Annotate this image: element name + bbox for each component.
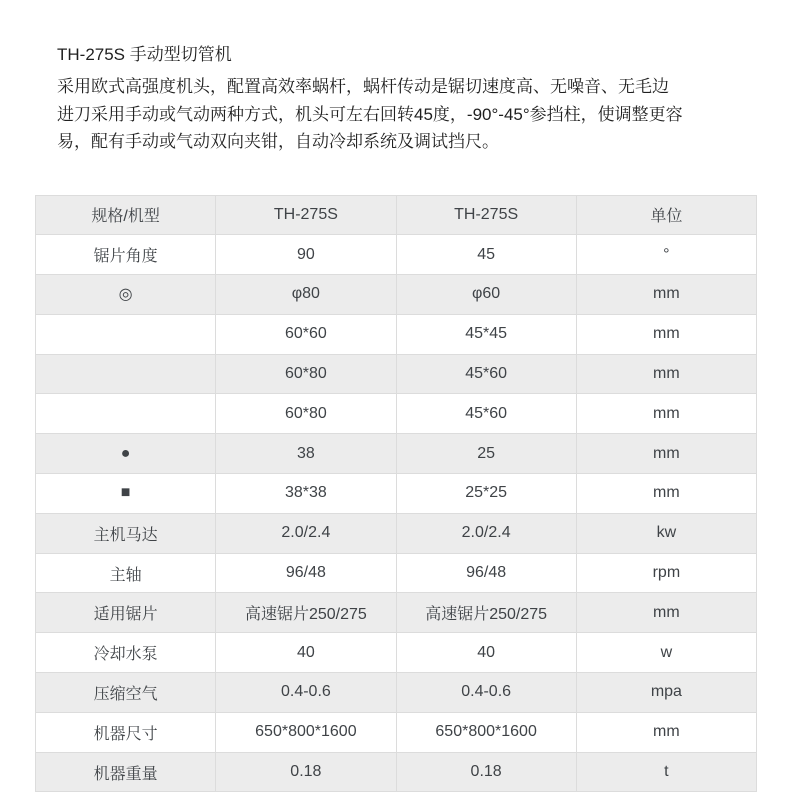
row-label-cell (36, 354, 216, 394)
table-row (36, 593, 757, 633)
unit-cell: t (576, 752, 756, 792)
filled-circle-icon: ● (36, 434, 216, 474)
product-description (57, 73, 790, 156)
spec-table-body (36, 235, 757, 792)
value-col1-cell: 90 (216, 235, 396, 275)
value-col2-cell: 2.0/2.4 (396, 513, 576, 553)
row-label-cell: 压缩空气 (36, 673, 216, 713)
value-col1-cell: 0.18 (216, 752, 396, 792)
row-label-cell: 冷却水泵 (36, 633, 216, 673)
row-label-cell: 主机马达 (36, 513, 216, 553)
row-label-cell: 主轴 (36, 553, 216, 593)
table-row (36, 633, 757, 673)
row-label-cell (36, 394, 216, 434)
header-model-1: TH-275S (216, 195, 396, 235)
value-col1-cell: 0.4-0.6 (216, 673, 396, 713)
table-row (36, 314, 757, 354)
table-row (36, 752, 757, 792)
value-col2-cell: 40 (396, 633, 576, 673)
filled-square-icon: ■ (36, 474, 216, 514)
value-col2-cell: 0.4-0.6 (396, 673, 576, 713)
spec-table-header (36, 195, 757, 235)
table-row (36, 513, 757, 553)
row-label-cell: 适用锯片 (36, 593, 216, 633)
value-col2-cell: 650*800*1600 (396, 712, 576, 752)
unit-cell: mm (576, 712, 756, 752)
table-row (36, 354, 757, 394)
unit-cell: mm (576, 314, 756, 354)
spec-table (35, 195, 757, 793)
description-line-2: 进刀采用手动或气动两种方式，机头可左右回转45度，-90°-45°参挡柱，使调整更容 (57, 104, 683, 124)
value-col1-cell: 38 (216, 434, 396, 474)
value-col1-cell: 60*80 (216, 394, 396, 434)
table-row (36, 712, 757, 752)
table-row (36, 394, 757, 434)
row-label-cell: 机器重量 (36, 752, 216, 792)
value-col2-cell: 25*25 (396, 474, 576, 514)
header-unit: 单位 (576, 195, 756, 235)
unit-cell: w (576, 633, 756, 673)
value-col2-cell: 45*45 (396, 314, 576, 354)
value-col2-cell: 0.18 (396, 752, 576, 792)
value-col2-cell: 45*60 (396, 394, 576, 434)
value-col1-cell: 高速锯片250/275 (216, 593, 396, 633)
value-col1-cell: φ80 (216, 275, 396, 315)
page-title: TH-275S 手动型切管机 (57, 45, 232, 64)
value-col2-cell: 高速锯片250/275 (396, 593, 576, 633)
unit-cell: ° (576, 235, 756, 275)
unit-cell: kw (576, 513, 756, 553)
table-row (36, 553, 757, 593)
value-col1-cell: 38*38 (216, 474, 396, 514)
table-row (36, 235, 757, 275)
value-col1-cell: 650*800*1600 (216, 712, 396, 752)
row-label-cell (36, 314, 216, 354)
header-spec-model: 规格/机型 (36, 195, 216, 235)
unit-cell: mpa (576, 673, 756, 713)
table-row (36, 673, 757, 713)
unit-cell: rpm (576, 553, 756, 593)
unit-cell: mm (576, 593, 756, 633)
table-row (36, 434, 757, 474)
table-row (36, 474, 757, 514)
value-col2-cell: 45*60 (396, 354, 576, 394)
value-col1-cell: 60*80 (216, 354, 396, 394)
description-line-3: 易，配有手动或气动双向夹钳，自动冷却系统及调试挡尺。 (57, 132, 499, 151)
table-row (36, 275, 757, 315)
row-label-cell: 机器尺寸 (36, 712, 216, 752)
unit-cell: mm (576, 394, 756, 434)
value-col1-cell: 2.0/2.4 (216, 513, 396, 553)
value-col2-cell: 25 (396, 434, 576, 474)
unit-cell: mm (576, 474, 756, 514)
value-col2-cell: 96/48 (396, 553, 576, 593)
row-label-cell: 锯片角度 (36, 235, 216, 275)
value-col1-cell: 40 (216, 633, 396, 673)
value-col2-cell: 45 (396, 235, 576, 275)
value-col2-cell: φ60 (396, 275, 576, 315)
bullseye-icon: ◎ (36, 275, 216, 315)
unit-cell: mm (576, 354, 756, 394)
header-model-2: TH-275S (396, 195, 576, 235)
unit-cell: mm (576, 434, 756, 474)
unit-cell: mm (576, 275, 756, 315)
value-col1-cell: 60*60 (216, 314, 396, 354)
value-col1-cell: 96/48 (216, 553, 396, 593)
header-row (36, 195, 757, 235)
description-line-1: 采用欧式高强度机头，配置高效率蜗杆，蜗杆传动是锯切速度高、无噪音、无毛边 (57, 77, 669, 96)
